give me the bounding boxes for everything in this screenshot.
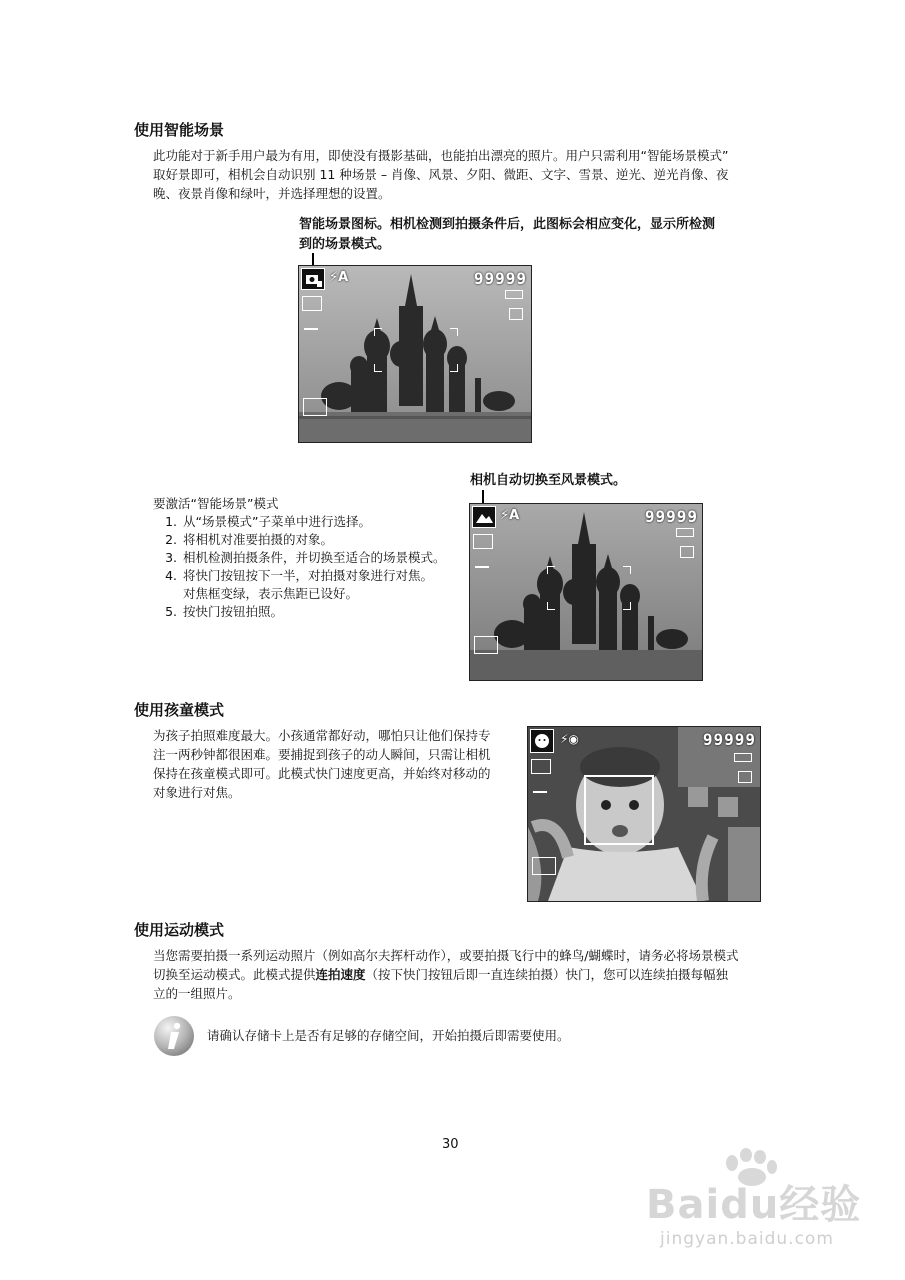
shot-counter: 99999 [702,730,756,749]
paragraph-line: 晚、夜景肖像和绿叶，并选择理想的设置。 [153,186,391,201]
section-heading-child-mode: 使用孩童模式 [134,701,225,719]
child-mode-icon [530,729,554,753]
watermark-brand: Baidu经验 [646,1182,862,1228]
landscape-caption: 相机自动切换至风景模式。 [470,473,627,488]
step-continuation: 对焦框变绿，表示焦距已设好。 [183,586,359,601]
child-mode-paragraph [153,726,523,802]
storage-icon [738,771,752,783]
shot-counter: 99999 [473,269,527,288]
step-text: 将快门按钮按下一半，对拍摄对象进行对焦。 [183,568,434,583]
watermark-url: jingyan.baidu.com [660,1229,834,1249]
resolution-icon [302,296,322,311]
text-run: （按下快门按钮后即一直连续拍摄）快门，您可以连续拍摄每幅独 [365,967,729,982]
focus-frame [374,328,458,372]
quality-icon [304,318,318,330]
caption-line: 到的场景模式。 [299,237,391,252]
step-item: 1. 从“场景模式”子菜单中进行选择。 [181,513,483,531]
shot-counter: 99999 [644,507,698,526]
note-text: 请确认存储卡上是否有足够的存储空间，开始拍摄后即需要使用。 [207,1028,570,1043]
face-detection-frame [584,775,654,845]
flash-auto-icon: ⚡A [500,508,520,523]
baidu-watermark [640,1145,880,1255]
paragraph-line: 对象进行对焦。 [153,785,241,800]
step-item: 5. 按快门按钮拍照。 [181,603,483,621]
caption-line: 智能场景图标。相机检测到拍摄条件后，此图标会相应变化，显示所检测 [299,217,716,232]
flash-redeye-icon: ⚡◉ [560,732,579,746]
landscape-icon [472,506,496,528]
text-run: 切换至运动模式。此模式提供 [153,967,316,982]
info-icon [153,1015,195,1057]
smart-scene-icon [301,268,325,290]
camera-lcd-landscape [469,503,703,681]
paragraph-line: 注一两秒钟都很困难。要捕捉到孩子的动人瞬间，只需让相机 [153,747,491,762]
flash-auto-icon: ⚡A [329,270,349,285]
paragraph-line: 保持在孩童模式即可。此模式快门速度更高，并始终对移动的 [153,766,491,781]
resolution-icon [473,534,493,549]
sports-mode-paragraph [153,946,793,1003]
section-heading-sports-mode: 使用运动模式 [134,921,225,939]
callout-line [482,490,484,504]
battery-icon [734,753,752,762]
page-number: 30 [442,1137,459,1152]
activate-title: 要激活“智能场景”模式 [153,496,279,511]
camera-lcd-smart-scene [298,265,532,443]
section-heading-smart-scene: 使用智能场景 [134,121,225,139]
battery-icon [505,290,523,299]
anti-shake-icon [474,636,498,654]
focus-frame [547,566,631,610]
anti-shake-icon [303,398,327,416]
paragraph-line: 取好景即可，相机会自动识别 11 种场景 – 肖像、风景、夕阳、微距、文字、雪景、逆光、逆光肖像、夜 [153,167,729,182]
anti-shake-icon [532,857,556,875]
paragraph-line: 为孩子拍照难度最大。小孩通常都好动，哪怕只让他们保持专 [153,728,491,743]
bold-term: 连拍速度 [315,967,366,982]
paragraph-line: 当您需要拍摄一系列运动照片（例如高尔夫挥杆动作），或要拍摄飞行中的蜂鸟/蝴蝶时，请务必将场景模式 [153,948,739,963]
paragraph-line: 此功能对于新手用户最为有用，即使没有摄影基础，也能拍出漂亮的照片。用户只需利用“智能场景模式” [153,148,729,163]
smart-scene-icon-caption [299,215,799,255]
smart-scene-paragraph [153,146,793,203]
quality-icon [475,556,489,568]
camera-lcd-child [527,726,761,902]
step-item: 2. 将相机对准要拍摄的对象。 [181,531,483,549]
resolution-icon [531,759,551,774]
storage-icon [509,308,523,320]
activate-steps [153,513,483,621]
step-item: 3. 相机检测拍摄条件，并切换至适合的场景模式。 [181,549,483,567]
paragraph-line: 立的一组照片。 [153,986,241,1001]
quality-icon [533,781,547,793]
step-item [181,567,483,603]
battery-icon [676,528,694,537]
storage-icon [680,546,694,558]
paragraph-line [153,965,793,984]
